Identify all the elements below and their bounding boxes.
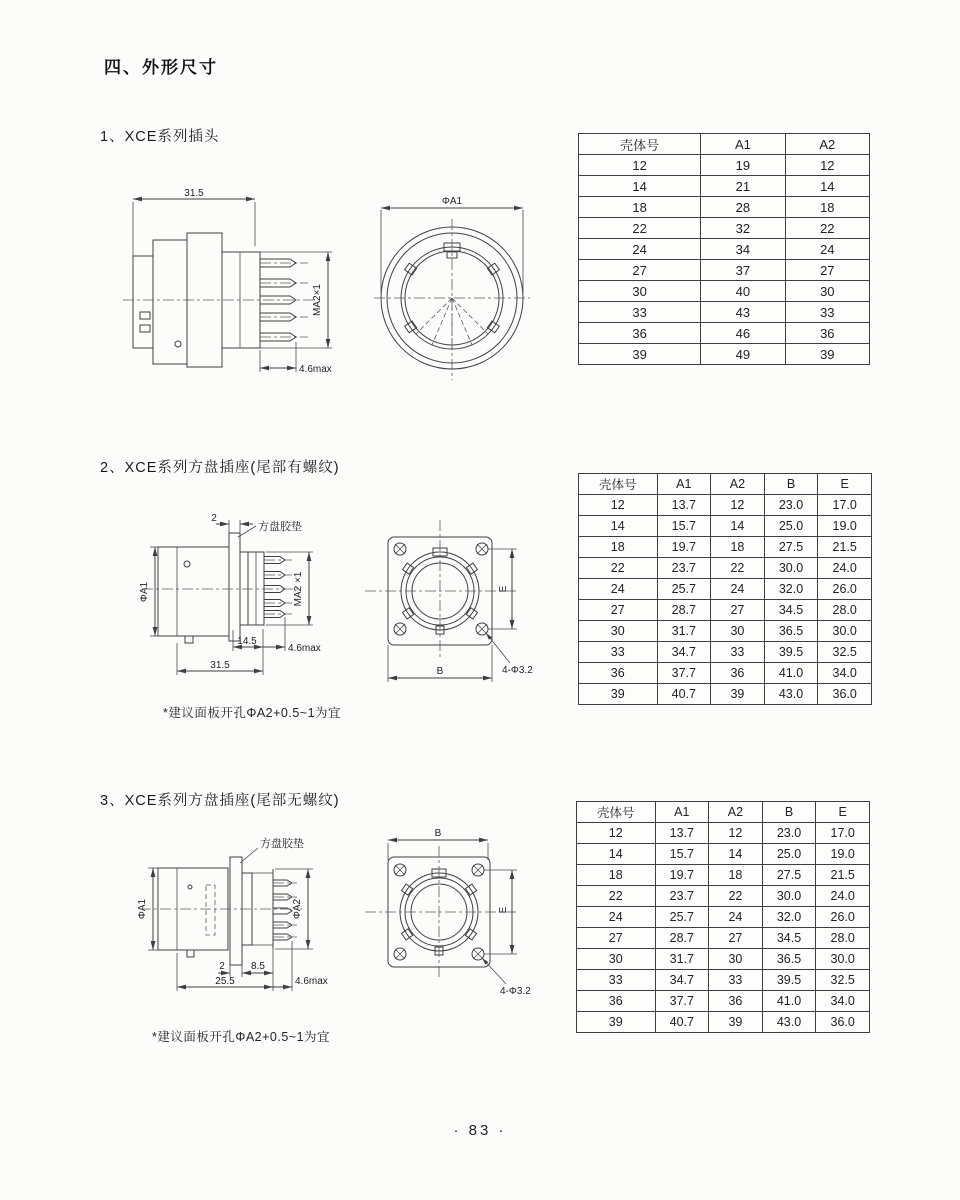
- dim-overall-length-label: 25.5: [215, 976, 235, 987]
- unthreaded-socket-side-view-drawing: [130, 835, 355, 1005]
- table-cell: 17.0: [816, 823, 870, 844]
- dim-mid-length-label: 14.5: [237, 636, 257, 647]
- table-cell: 17.0: [818, 495, 872, 516]
- table-cell: 40.7: [655, 1012, 709, 1033]
- table-cell: 28.0: [818, 600, 872, 621]
- table-row: [577, 991, 870, 1012]
- table-row: [579, 176, 870, 197]
- table-cell: 14: [711, 516, 765, 537]
- mounting-holes-callout-label: 4-Φ3.2: [500, 986, 531, 997]
- table-cell: 13.7: [657, 495, 711, 516]
- table-cell: 18: [709, 865, 763, 886]
- table-cell: 24.0: [818, 558, 872, 579]
- table-cell: 49: [701, 344, 785, 365]
- table-row: [579, 344, 870, 365]
- table-header-cell: A2: [711, 474, 765, 495]
- table-cell: 40: [701, 281, 785, 302]
- table-cell: 22: [785, 218, 869, 239]
- table-row: [579, 579, 872, 600]
- table-cell: 46: [701, 323, 785, 344]
- table-cell: 30: [577, 949, 656, 970]
- table-cell: 33: [709, 970, 763, 991]
- table-row: [579, 537, 872, 558]
- table-cell: 36: [785, 323, 869, 344]
- dim-tail-max-label: 4.6max: [295, 976, 328, 987]
- table-row: [577, 886, 870, 907]
- table-cell: 27.5: [764, 537, 818, 558]
- table-cell: 32: [701, 218, 785, 239]
- table-cell: 27.5: [762, 865, 816, 886]
- unthreaded-socket-front-view-drawing: [360, 818, 560, 1008]
- dim-tail-max-label: 4.6max: [299, 364, 332, 375]
- table-cell: 36: [577, 991, 656, 1012]
- table-cell: 39: [709, 1012, 763, 1033]
- dim-body-diameter-label: ΦA1: [139, 581, 150, 603]
- threaded-socket-dimensions-table: [578, 473, 872, 705]
- table-cell: 43.0: [764, 684, 818, 705]
- table-row: [579, 302, 870, 323]
- table-header-cell: A2: [785, 134, 869, 155]
- table-cell: 39: [785, 344, 869, 365]
- table-cell: 39: [579, 684, 658, 705]
- table-cell: 33: [577, 970, 656, 991]
- contact-pins: [264, 557, 292, 618]
- table-cell: 19.0: [818, 516, 872, 537]
- table-cell: 39: [579, 344, 701, 365]
- table-row: [577, 907, 870, 928]
- table-row: [577, 928, 870, 949]
- table-header-row: [577, 802, 870, 823]
- table-cell: 19.0: [816, 844, 870, 865]
- table-header-cell: A1: [657, 474, 711, 495]
- table-cell: 28.7: [655, 928, 709, 949]
- mounting-hole: [394, 623, 406, 635]
- table-row: [577, 949, 870, 970]
- table-cell: 34: [701, 239, 785, 260]
- table-cell: 14: [577, 844, 656, 865]
- table-cell: 24: [785, 239, 869, 260]
- table-cell: 36: [711, 663, 765, 684]
- table-header-row: [579, 134, 870, 155]
- dim-gasket-thickness-label: 2: [219, 961, 225, 972]
- plug-dimensions-table: [578, 133, 870, 365]
- table-cell: 19.7: [655, 865, 709, 886]
- table-cell: 22: [579, 218, 701, 239]
- table-cell: 24: [577, 907, 656, 928]
- dim-front-diameter-label: ΦA1: [441, 196, 463, 207]
- table-cell: 23.7: [657, 558, 711, 579]
- dim-mid-length-label: 8.5: [251, 961, 265, 972]
- table-cell: 27: [711, 600, 765, 621]
- table-cell: 12: [785, 155, 869, 176]
- table-row: [579, 281, 870, 302]
- table-cell: 39.5: [762, 970, 816, 991]
- table-cell: 28.0: [816, 928, 870, 949]
- table-cell: 12: [579, 495, 658, 516]
- table-cell: 18: [577, 865, 656, 886]
- table-cell: 23.0: [762, 823, 816, 844]
- table-cell: 30: [711, 621, 765, 642]
- table-cell: 36.0: [816, 1012, 870, 1033]
- socket-body: [158, 857, 273, 965]
- mounting-hole: [394, 864, 406, 876]
- table-cell: 30.0: [762, 886, 816, 907]
- table-cell: 36: [579, 323, 701, 344]
- table-row: [579, 663, 872, 684]
- table-cell: 36: [709, 991, 763, 1012]
- table-cell: 31.7: [657, 621, 711, 642]
- dim-overall-length-label: 31.5: [210, 660, 230, 671]
- page-title: 四、外形尺寸: [104, 58, 218, 77]
- table-cell: 24: [711, 579, 765, 600]
- table-row: [579, 495, 872, 516]
- table-header-cell: B: [762, 802, 816, 823]
- table-cell: 34.5: [762, 928, 816, 949]
- table-row: [579, 323, 870, 344]
- table-cell: 27: [709, 928, 763, 949]
- table-cell: 27: [579, 600, 658, 621]
- table-header-cell: 壳体号: [577, 802, 656, 823]
- table-cell: 33: [579, 302, 701, 323]
- table-row: [579, 239, 870, 260]
- table-cell: 21: [701, 176, 785, 197]
- dim-thread-spec-label: MA2×1: [312, 284, 323, 316]
- table-cell: 41.0: [762, 991, 816, 1012]
- table-cell: 30: [785, 281, 869, 302]
- table-cell: 24: [709, 907, 763, 928]
- dim-tail-diameter-label: ΦA2: [292, 898, 303, 920]
- socket-body: [158, 533, 264, 643]
- table-cell: 15.7: [657, 516, 711, 537]
- unthreaded-socket-dimensions-table: [576, 801, 870, 1033]
- table-row: [577, 865, 870, 886]
- dim-tail-max-label: 4.6max: [288, 643, 321, 654]
- table-header-cell: A1: [701, 134, 785, 155]
- table-row: [579, 516, 872, 537]
- dim-gasket-thickness-label: 2: [211, 513, 217, 524]
- table-cell: 14: [709, 844, 763, 865]
- table-cell: 32.5: [818, 642, 872, 663]
- table-cell: 26.0: [816, 907, 870, 928]
- threaded-socket-side-view-drawing: [130, 505, 350, 695]
- table-cell: 12: [709, 823, 763, 844]
- table-cell: 28: [701, 197, 785, 218]
- table-cell: 43: [701, 302, 785, 323]
- gasket-callout-label: 方盘胶垫: [260, 838, 304, 850]
- table-cell: 18: [579, 537, 658, 558]
- table-cell: 22: [579, 558, 658, 579]
- table-cell: 21.5: [818, 537, 872, 558]
- dim-flange-height-label: E: [498, 585, 509, 593]
- table-cell: 34.0: [816, 991, 870, 1012]
- table-cell: 24: [579, 239, 701, 260]
- table-cell: 39: [577, 1012, 656, 1033]
- table-row: [579, 558, 872, 579]
- table-cell: 18: [785, 197, 869, 218]
- gasket-callout-label: 方盘胶垫: [258, 521, 302, 533]
- table-cell: 33: [579, 642, 658, 663]
- table-cell: 12: [577, 823, 656, 844]
- table-row: [577, 823, 870, 844]
- table-cell: 25.0: [762, 844, 816, 865]
- table-cell: 19: [701, 155, 785, 176]
- gasket-plate: [230, 857, 242, 965]
- table-cell: 36.0: [818, 684, 872, 705]
- plug-front-view-drawing: [372, 186, 562, 386]
- table-header-cell: 壳体号: [579, 134, 701, 155]
- table-cell: 23.0: [764, 495, 818, 516]
- table-cell: 22: [711, 558, 765, 579]
- table-cell: 39: [711, 684, 765, 705]
- page-number: · 83 ·: [453, 1122, 507, 1139]
- table-cell: 21.5: [816, 865, 870, 886]
- table-cell: 15.7: [655, 844, 709, 865]
- table-cell: 25.7: [657, 579, 711, 600]
- table-row: [577, 970, 870, 991]
- threaded-socket-front-view-drawing: [360, 515, 560, 695]
- section2-heading: 2、XCE系列方盘插座(尾部有螺纹): [100, 460, 340, 476]
- table-row: [577, 1012, 870, 1033]
- table-row: [579, 197, 870, 218]
- table-cell: 14: [579, 516, 658, 537]
- table-cell: 31.7: [655, 949, 709, 970]
- table-cell: 37.7: [655, 991, 709, 1012]
- table-cell: 28.7: [657, 600, 711, 621]
- dim-overall-length-label: 31.5: [184, 188, 204, 199]
- table-cell: 12: [711, 495, 765, 516]
- table-cell: 32.5: [816, 970, 870, 991]
- table-cell: 43.0: [762, 1012, 816, 1033]
- table-cell: 36.5: [764, 621, 818, 642]
- table-cell: 24.0: [816, 886, 870, 907]
- table-row: [579, 642, 872, 663]
- dim-body-diameter-label: ΦA1: [137, 898, 148, 920]
- table-cell: 13.7: [655, 823, 709, 844]
- table-header-cell: E: [816, 802, 870, 823]
- mounting-holes-callout-label: 4-Φ3.2: [502, 665, 533, 676]
- table-cell: 22: [577, 886, 656, 907]
- section2-note: *建议面板开孔ΦA2+0.5~1为宜: [163, 706, 342, 720]
- section1-heading: 1、XCE系列插头: [100, 129, 220, 145]
- section3-note: *建议面板开孔ΦA2+0.5~1为宜: [152, 1030, 331, 1044]
- table-cell: 32.0: [762, 907, 816, 928]
- table-cell: 24: [579, 579, 658, 600]
- mounting-hole: [472, 864, 484, 876]
- table-cell: 30: [579, 281, 701, 302]
- table-cell: 34.7: [655, 970, 709, 991]
- table-row: [579, 621, 872, 642]
- table-cell: 30.0: [818, 621, 872, 642]
- gasket-plate: [229, 533, 240, 641]
- dim-flange-height-label: E: [498, 906, 509, 914]
- dim-flange-width-label: B: [436, 666, 444, 677]
- table-cell: 27: [577, 928, 656, 949]
- table-row: [579, 600, 872, 621]
- mounting-hole: [394, 948, 406, 960]
- table-cell: 22: [709, 886, 763, 907]
- table-cell: 39.5: [764, 642, 818, 663]
- table-cell: 33: [711, 642, 765, 663]
- table-header-cell: A2: [709, 802, 763, 823]
- table-cell: 30: [709, 949, 763, 970]
- table-cell: 18: [579, 197, 701, 218]
- table-cell: 25.0: [764, 516, 818, 537]
- table-cell: 33: [785, 302, 869, 323]
- table-row: [579, 155, 870, 176]
- table-cell: 40.7: [657, 684, 711, 705]
- table-header-cell: B: [764, 474, 818, 495]
- table-cell: 30.0: [816, 949, 870, 970]
- table-cell: 18: [711, 537, 765, 558]
- table-cell: 34.0: [818, 663, 872, 684]
- table-cell: 37: [701, 260, 785, 281]
- table-cell: 41.0: [764, 663, 818, 684]
- table-cell: 12: [579, 155, 701, 176]
- table-cell: 37.7: [657, 663, 711, 684]
- table-row: [579, 260, 870, 281]
- table-cell: 27: [785, 260, 869, 281]
- dim-flange-width-label: B: [434, 828, 442, 839]
- table-cell: 34.5: [764, 600, 818, 621]
- table-header-cell: A1: [655, 802, 709, 823]
- table-cell: 30: [579, 621, 658, 642]
- table-cell: 36: [579, 663, 658, 684]
- table-row: [577, 844, 870, 865]
- table-cell: 14: [579, 176, 701, 197]
- table-cell: 14: [785, 176, 869, 197]
- table-row: [579, 684, 872, 705]
- table-cell: 19.7: [657, 537, 711, 558]
- table-cell: 23.7: [655, 886, 709, 907]
- table-cell: 26.0: [818, 579, 872, 600]
- plug-side-view-drawing: [118, 190, 338, 382]
- mounting-hole: [394, 543, 406, 555]
- mounting-hole: [476, 543, 488, 555]
- table-cell: 27: [579, 260, 701, 281]
- section3-heading: 3、XCE系列方盘插座(尾部无螺纹): [100, 793, 340, 809]
- table-cell: 32.0: [764, 579, 818, 600]
- dim-thread-spec-label: MA2 ×1: [293, 571, 304, 607]
- table-header-row: [579, 474, 872, 495]
- table-cell: 30.0: [764, 558, 818, 579]
- table-cell: 25.7: [655, 907, 709, 928]
- table-header-cell: 壳体号: [579, 474, 658, 495]
- table-row: [579, 218, 870, 239]
- table-header-cell: E: [818, 474, 872, 495]
- table-cell: 34.7: [657, 642, 711, 663]
- table-cell: 36.5: [762, 949, 816, 970]
